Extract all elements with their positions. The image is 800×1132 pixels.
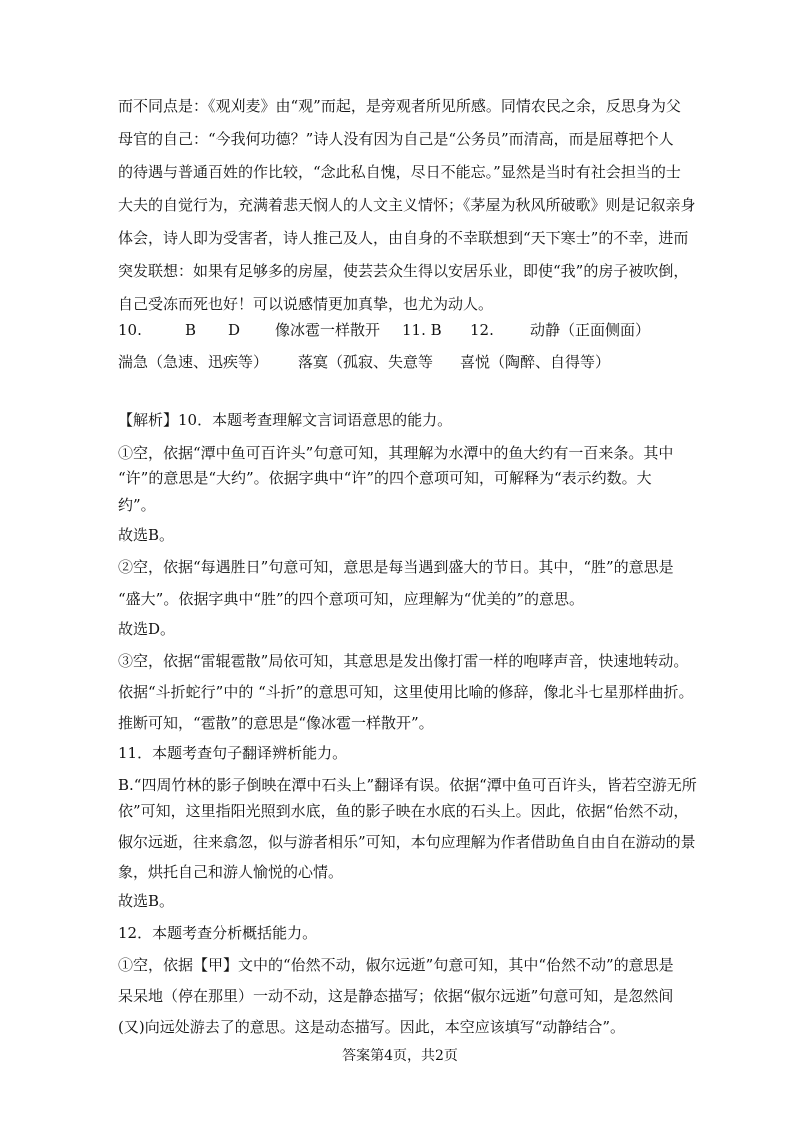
text-line: 依”可知，这里指阳光照到水底，鱼的影子映在水底的石头上。因此，依据“佁然不动， bbox=[118, 802, 689, 820]
answer-item: 11. B bbox=[402, 321, 442, 339]
text-line: 12．本题考查分析概括能力。 bbox=[118, 924, 318, 942]
answer-item: 动静（正面侧面） bbox=[530, 321, 651, 339]
analysis-heading: 【解析】10．本题考查理解文言词语意思的能力。 bbox=[118, 411, 453, 429]
page-footer: 答案第4页，共2页 bbox=[342, 1048, 458, 1064]
text-line: 故选B。 bbox=[118, 526, 175, 544]
text-line: 俶尔远逝，往来翕忽，似与游者相乐”可知，本句应理解为作者借助鱼自由自在游动的景 bbox=[118, 833, 696, 851]
text-line: “许”的意思是“大约”。依据字典中“许”的四个意项可知，可解释为“表示约数。大 bbox=[118, 469, 652, 487]
text-line: “盛大”。依据字典中“胜”的四个意项可知，应理解为“优美的”的意思。 bbox=[118, 590, 585, 608]
text-line: ①空，依据“潭中鱼可百许头”句意可知，其理解为水潭中的鱼大约有一百来条。其中 bbox=[118, 444, 674, 462]
answer-item: D bbox=[228, 321, 241, 339]
text-line: 的待遇与普通百姓的作比较，“念此私自愧，尽日不能忘。”显然是当时有社会担当的士 bbox=[118, 163, 681, 181]
text-line: 体会，诗人即为受害者，诗人推己及人，由自身的不幸联想到“天下寒士”的不幸，进而 bbox=[118, 229, 689, 247]
answer-item: 像冰雹一样散开 bbox=[275, 321, 381, 339]
answer-item: 喜悦（陶醉、自得等） bbox=[460, 353, 611, 371]
answer-item: B bbox=[185, 321, 197, 339]
text-line: 呆呆地（停在那里）一动不动，这是静态描写；依据“俶尔远逝”句意可知，是忽然间 bbox=[118, 987, 674, 1005]
text-line: 大夫的自觉行为，充满着悲天悯人的人文主义情怀；《茅屋为秋风所破歌》则是记叙亲身 bbox=[118, 196, 696, 214]
text-line: 自己受冻而死也好！可以说感情更加真挚，也尤为动人。 bbox=[118, 295, 494, 313]
answer-item: 10. bbox=[118, 321, 142, 339]
text-line: 象，烘托自己和游人愉悦的心情。 bbox=[118, 863, 344, 881]
text-line: ③空，依据“雷辊雹散”局依可知，其意思是发出像打雷一样的咆哮声音，快速地转动。 bbox=[118, 652, 689, 670]
text-line: ②空，依据“每遇胜日”句意可知，意思是每当遇到盛大的节日。其中，“胜”的意思是 bbox=[118, 558, 674, 576]
text-line: 依据“斗折蛇行”中的 “斗折”的意思可知，这里使用比喻的修辞，像北斗七星那样曲折。 bbox=[118, 683, 694, 701]
text-line: 突发联想：如果有足够多的房屋，使芸芸众生得以安居乐业，即使“我”的房子被吹倒， bbox=[118, 262, 689, 280]
answer-item: 12. bbox=[470, 321, 494, 339]
answer-item: 落寞（孤寂、失意等 bbox=[298, 353, 434, 371]
text-line: 故选D。 bbox=[118, 620, 176, 638]
text-line: ①空，依据【甲】文中的“佁然不动，俶尔远逝”句意可知，其中“佁然不动”的意思是 bbox=[118, 956, 674, 974]
text-line: 推断可知，“雹散”的意思是“像冰雹一样散开”。 bbox=[118, 714, 434, 732]
text-line: 约”。 bbox=[118, 496, 156, 514]
text-line: 故选B。 bbox=[118, 892, 175, 910]
text-line: 而不同点是：《观刈麦》由“观”而起，是旁观者所见所感。同情农民之余，反思身为父 bbox=[118, 97, 681, 115]
text-line: 母官的自己：“今我何功德？”诗人没有因为自己是“公务员”而清高，而是屈尊把个人 bbox=[118, 130, 674, 148]
answer-item: 湍急（急速、迅疾等） bbox=[118, 353, 269, 371]
text-line: B.“四周竹林的影子倒映在潭中石头上”翻译有误。依据“潭中鱼可百许头，皆若空游无所 bbox=[118, 776, 697, 794]
text-line: 11．本题考查句子翻译辨析能力。 bbox=[118, 744, 348, 762]
text-line: (又)向远处游去了的意思。这是动态描写。因此，本空应该填写“动静结合”。 bbox=[118, 1018, 626, 1036]
